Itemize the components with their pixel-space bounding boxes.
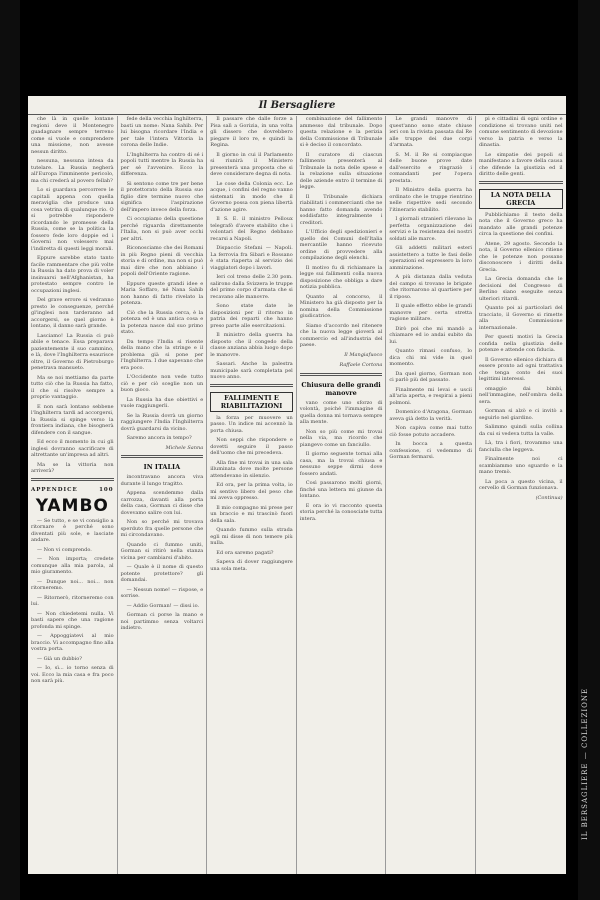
paragraph: Pubblichiamo il testo della nota che il Governo greco ha mandato alle grandi potenze circa la questione dei confini.: [478, 211, 563, 237]
paragraph: Siamo d'accordo nel ritenere che la nuova legge gioverà al commercio ed all'industria del paese.: [299, 322, 383, 348]
paragraph: Il curatore di ciascun fallimento presenterà al Tribunale la nota delle spese e la relazione sulla situazione delle aziende entro il termine di legge.: [299, 151, 383, 190]
paragraph: — Se tutto, e se vi consiglio a ritornare è perché sono diventati più sole, e lasciate andare.: [31, 517, 114, 543]
signature: Il Mangiafuoco: [344, 351, 383, 358]
paragraph: Le cose della Colonia ecc. Le acque, i confini del regno vanno sistemati in modo che il Governo possa con piena libertà d'azione agire.: [210, 180, 293, 213]
paragraph: combinazione del fallimento ammesso dal tribunale. Dopo questa relazione e la perizia della Commissione di Tribunale si è deciso il concordato.: [299, 116, 383, 148]
paragraph: Ieri col treno delle 2.30 pom. salirono dalla Svizzera le truppe del primo corpo d'armata che si recavano alle manovre.: [210, 274, 293, 300]
paragraph: Dirò poi che mi mandò a chiamare ed io andai subito da lui.: [389, 325, 472, 345]
paragraph: L'Ufficio degli spedizionieri e quello dei Comuni dell'Italia mercantile hanno ricevuto ordine di provvedere alla compilazione degli elenchi.: [299, 229, 383, 261]
paragraph: A più distanza dalla veduta del campo si trovano le brigate che ritornarono al quartiere per il riposo.: [389, 274, 472, 300]
paragraph: Ma se la vittoria non arriverà?: [31, 461, 114, 474]
paragraph: Il Governo ellenico dichiara di essere pronto ad ogni trattativa che tenga conto dei suoi legittimi interessi.: [478, 356, 563, 382]
paragraph: Gli addetti militari esteri assistettero a tutte le fasi delle operazioni ed espressero la loro ammirazione.: [389, 245, 472, 271]
paragraph: Da quel giorno, Gorman non ci parlò più del passato.: [389, 370, 472, 383]
paragraph: Per questi motivi la Grecia confida nella giustizia delle potenze e attende con fiducia.: [478, 334, 563, 353]
film-strip-left: [0, 0, 20, 900]
section-rule: [121, 455, 204, 458]
paragraph: Finalmente mi levai e uscii all'aria aperta, e respirai a pieni polmoni.: [389, 386, 472, 406]
paragraph: I giornali stranieri rilevano la perfetta organizzazione dei servizi e la resistenza dei nostri soldati alle marce.: [389, 216, 472, 242]
section-heading-chiusura: Chiusura delle grandi manovre: [301, 380, 381, 397]
paragraph: Eppure queste grandi idee e Maria Soffaro, né Nana Sahib non hanno di fatto rivelato la potenza.: [120, 280, 204, 306]
paragraph: nessuna, nessuna intesa da tutelare. La Russia negherà all'Europa l'imminente pericolo, ma chi crederà al povero fellah?: [31, 158, 114, 184]
paragraph: Le grandi manovre di quest'anno sono state chiuse ieri con la rivista passata dal Re alle truppe dei due corpi d'armata.: [389, 116, 472, 148]
paragraph: Ci occupiamo della questione perché riguarda direttamente l'Italia, non si può aver occhi per altri.: [120, 216, 204, 242]
paragraph: — Non chiedetemi nulla. Vi basti sapere che una ragione profonda mi spinge.: [31, 610, 114, 630]
paragraph: Il passare che dalle forze a Pisa salì a Gorizia, in una volta gli dissero che dovrebbero piegare il loro re, e quindi la Regina.: [210, 116, 293, 148]
paragraph: — Quale è il nome di questo potente protettore? gli domandai.: [120, 564, 204, 583]
paragraph: omaggio dai bimbi, nell'immagine, nell'ombra della sera.: [478, 385, 563, 405]
paragraph: Gorman si alzò e ci invitò a seguirlo nel giardino.: [478, 408, 563, 421]
paragraph: Non so più come mi trovai nella via, ma ricordo che piangevo come un fanciullo.: [299, 428, 383, 448]
paragraph: Il mio compagno mi prese per un braccio e mi trascinò fuori della sala.: [210, 504, 293, 524]
paragraph: vano come uno sforzo di volontà, poiché l'immagine di quella donna mi tornava sempre alla mente.: [299, 399, 383, 425]
paragraph: Salimmo quindi sulla collina da cui si vedeva tutta la valle.: [478, 424, 563, 437]
paragraph: incontravano ancora viva durante il lungo tragitto.: [120, 474, 204, 487]
paragraph: Saremo ancora in tempo?: [126, 435, 192, 441]
paragraph: Gorman ci porse la mano e noi partimmo senza voltarci indietro.: [120, 612, 204, 631]
paragraph: Quando fummo sulla strada egli mi disse di non temere più nulla.: [210, 527, 293, 546]
column-3: [207, 116, 297, 874]
paragraph: Da tempo l'India si risente della mano che la stringe e il problema già si pone per l'Inghilterra. I due sapevano che era poco.: [120, 338, 204, 371]
section-rule: [300, 373, 383, 376]
column-4: [297, 116, 387, 874]
paragraph: L'Occidente non vede tutto ciò e per ciò sceglie non un buon gioco.: [120, 374, 204, 393]
paragraph: Quando ci fummo uniti, Gorman si ritirò nella stanza vicina per cambiarsi d'abito.: [120, 541, 204, 561]
paragraph: Lasciamo! La Russia ci può abile e tenace. Essa preparava pazientemente il suo cammino, e là, dove l'Inghilterra esaurisce oltre, il Governo di Pietroburgo penetrava mansueto.: [31, 332, 114, 371]
paragraph: la forza per muovere un passo. Un indice mi accennò la porta chiusa.: [210, 414, 293, 434]
paragraph: Eppure sarebbe stato tanto facile rammentare che più volte la Russia ha dato prova di voler insinuarsi nell'Afghanistan, ha protestato sempre contro le occupazioni inglesi.: [31, 255, 114, 294]
paragraph: Sono state date le disposizioni per il ritorno in patria dei reparti che hanno preso parte alle esercitazioni.: [210, 303, 293, 329]
paragraph: Il Tribunale dichiara riabilitati i commercianti che ne hanno fatto domanda avendo soddisfatto integralmente i creditori.: [299, 193, 383, 226]
paragraph: Il S. E. il ministro Pelloux telegrafò d'avere stabilito che i volontari del Regno debbano recarsi a Napoli.: [210, 216, 293, 242]
paragraph: Si sentono come tre per bene il protettorato della Russia suo figlio dire termine nuovo che significa l'aspirazione dell'impero invece della forza.: [120, 180, 204, 213]
paragraph: — Ritornerò, ritorneremo con lui.: [31, 594, 114, 607]
paragraph: Il giorno seguente tornai alla casa, ma la trovai chiusa e nessuno seppe dirmi dove fossero andati.: [299, 451, 383, 477]
column-2: [118, 116, 208, 874]
paragraph: Se la Russia dovrà un giorno raggiungere l'India l'Inghilterra dovrà guardarsi da vicino.: [120, 412, 204, 432]
paragraph: Non so perché mi trovava sperduto fra quelle persone che mi circondavano.: [120, 519, 204, 538]
paragraph: La Grecia domanda che le decisioni del Congresso di Berlino siano eseguite senza ulteriori ritardi.: [478, 276, 563, 302]
paragraph: L'Inghilterra ha contro di sé i popoli tutti mentre la Russia ha per sé l'avvenire. Ecco la differenza.: [120, 151, 204, 177]
paragraph: — Dunque noi... noi... non ritorneremo.: [31, 578, 114, 591]
paragraph: Così passarono molti giorni, finché una lettera mi giunse da lontano.: [299, 480, 383, 499]
paragraph: — Addio Gorman! — dissi io.: [126, 602, 200, 609]
appendix-label: APPENDICE: [31, 486, 78, 493]
margin-vertical-text: IL BERSAGLIERE — COLLEZIONE: [581, 687, 589, 840]
column-1: [28, 116, 118, 874]
paragraph: La poca a questo vicina, il cervello di Gorman funzionava.: [478, 478, 563, 491]
section-heading-grecia: LA NOTA DELLA GRECIA: [479, 189, 563, 209]
paragraph: Domenico d'Aragona, Gorman aveva già detto la verità.: [389, 409, 472, 422]
paragraph: Finalmente noi ci scambiammo uno sguardo e la mano tremò.: [478, 456, 563, 475]
continua-note: (Continua): [535, 494, 563, 501]
paragraph: — Io, sì... io torno senza di voi. Ecco la mia casa e fra poco non sarà più.: [31, 665, 114, 684]
paragraph: Non seppi che rispondere e dovetti seguire il passo dell'uomo che mi precedeva.: [210, 437, 293, 456]
paragraph: La Russia ha due obiettivi e vuole raggiungerli.: [120, 396, 204, 409]
paragraph: Le simpatie dei popoli si manifestano a favore della causa che difende la giustizia ed il diritto delle genti.: [478, 151, 563, 177]
paragraph: — Non vi comprendo.: [37, 546, 92, 553]
paragraph: Quanto al concorso, il Ministero ha già disposto per la nomina della Commissione giudicatrice.: [299, 293, 383, 319]
column-5: [386, 116, 476, 874]
film-strip-right: [578, 0, 600, 900]
paragraph: S. M. il Re si compiacque delle buone prove date dall'esercito e ringraziò i comandanti per l'opera prestata.: [389, 151, 472, 184]
paragraph: Riconosciamo che dei Romani in più Regno pieni di vecchia storia e di ordine, ma non si può mai dire che non abbiano i popoli dell'Oriente ragione.: [120, 245, 204, 277]
paragraph: Ma se noi mettiamo da parte tutto ciò che la Russia ha fatto, il che si risolve sempre a proprio vantaggio.: [31, 374, 114, 400]
newspaper-page: [28, 96, 566, 874]
paragraph: Del grave errore si vedranno presto le conseguenze, perché gl'inglesi non tarderanno ad accorgersi, se quel giorno è lontano, il danno sarà grande.: [31, 297, 114, 329]
paragraph: Là, tra i fiori, trovammo una fanciulla che leggeva.: [478, 440, 563, 453]
paragraph: Il motivo fu di richiamare la legge sui fallimenti colla nuova disposizione che obbliga a dare notizia pubblica.: [299, 264, 383, 290]
paragraph: Il Ministro della guerra ha ordinato che le truppe rientrino nelle rispettive sedi secondo l'itinerario stabilito.: [389, 187, 472, 213]
page-header: [28, 96, 566, 115]
paragraph: fede della vecchia Inghilterra, basti un nome: Nana Sahib. Per lui bisogna ricordare l'India e per tale l'intera Vittoria la corona delle Indie.: [120, 116, 204, 148]
paragraph: Sassari. Anche la palestra municipale sarà completata pel nuovo anno.: [210, 361, 293, 380]
paragraph: che là in quelle lontane regioni deve il Montenegro guadagnare sempre terreno come si vuole e comprendere una missione, non avesse nessun diritto.: [31, 116, 114, 155]
paragraph: — Nessun nome! — rispose, e sorrise.: [120, 586, 204, 599]
paragraph: Ed ora saremo pagati?: [216, 549, 274, 556]
paragraph: — Appoggiatevi al mio braccio. Vi accompagno fino alla vostra porta.: [31, 633, 114, 652]
masthead: Il Bersagliere: [258, 99, 336, 111]
section-rule: [210, 384, 293, 387]
paragraph: Il ministro della guerra ha disposto che il congedo della classe anziana abbia luogo dopo le manovre.: [210, 332, 293, 358]
section-heading-italia: IN ITALIA: [143, 463, 181, 471]
appendix-header: [31, 487, 114, 494]
paragraph: E ora io vi racconto questa storia perché la conosciate tutta intera.: [299, 502, 383, 522]
paragraph: Quanto poi ai particolari del tracciato, il Governo si rimette alla Commissione internazionale.: [478, 305, 563, 331]
paragraph: E non sarà lontano sebbene l'Inghilterra tardi ad accorgersi, la Russia si spinge verso la frontiera indiana, che bisognerà difendere con il sangue.: [31, 403, 114, 436]
section-rule: [31, 478, 114, 481]
section-heading-fallimenti: FALLIMENTI E RIABILITAZIONI: [210, 392, 293, 412]
section-rule: [479, 181, 563, 184]
signature: Michele Sanna: [165, 444, 204, 451]
paragraph: Non capiva come mai tutto ciò fosse potuto accadere.: [389, 425, 472, 438]
paragraph: In bocca a questa confessione, ci vedemmo di Gorman fermarsi.: [389, 441, 472, 460]
paragraph: Atene, 29 agosto. Secondo la nota, il Governo ellenico ritiene che le potenze non possano disconoscere i diritti della Grecia.: [478, 240, 563, 273]
columns-container: [28, 116, 566, 874]
paragraph: Alla fine mi trovai in una sala illuminata dove molte persone attendevano in silenzio.: [210, 459, 293, 479]
paragraph: Dispaccio Stefani — Napoli. La ferrovia fra Sibari e Rossano è stata riaperta al servizio dei viaggiatori dopo i lavori.: [210, 245, 293, 271]
paragraph: Appena scendemmo dalla carrozza, davanti alla porta della casa, Gorman ci disse che dovevamo salire con lui.: [120, 490, 204, 516]
signature: Raffaele Cortona: [339, 362, 383, 368]
paragraph: Il quale effetto ebbe le grandi manovre per certa stretta ragione militare.: [389, 303, 472, 322]
paragraph: Ed ora, per la prima volta, io mi sentivo libero del peso che mi aveva oppresso.: [210, 482, 293, 501]
paragraph: Sapeva di dover raggiungere una sola meta.: [210, 559, 293, 572]
paragraph: Il giorno in cui il Parlamento si riunirà il Ministero presenterà una proposta che si deve considerare degna di nota.: [210, 151, 293, 177]
paragraph: pi e cittadini di ogni ordine e condizione si trovano uniti nel comune sentimento di devozione verso la patria e verso la dinastia.: [478, 116, 563, 148]
paragraph: Quanto rimasi confuso, lo dica chi mi vide in quel momento.: [389, 348, 472, 367]
paragraph: Ciò che la Russia cerca, è la potenza ed è una antica cosa e la potenza nasce dal suo primo stato.: [120, 309, 204, 335]
paragraph: — Già un dubbio?: [37, 655, 82, 662]
paragraph: Lo si guardava percorrere le capitali appena con quella meraviglia che produce una cosa vetrina di qualunque rio. O si potrebbe rispondere ricordando le promesse della Russia, come se la politica la fossero fede loro doppie ed i Governi non volessero mai l'indiretta di questi leggi morali.: [31, 187, 114, 252]
paragraph: Ed ecco il momento in cui gli inglesi dovranno sacrificare di altrettante un'impresa ad altri.: [31, 439, 114, 458]
appendix-title: YAMBO: [35, 496, 109, 516]
appendix-number: 100: [99, 486, 114, 493]
paragraph: — Non importa; credete comunque alla mia parola, al mio giuramento.: [31, 556, 114, 575]
column-6: [476, 116, 566, 874]
